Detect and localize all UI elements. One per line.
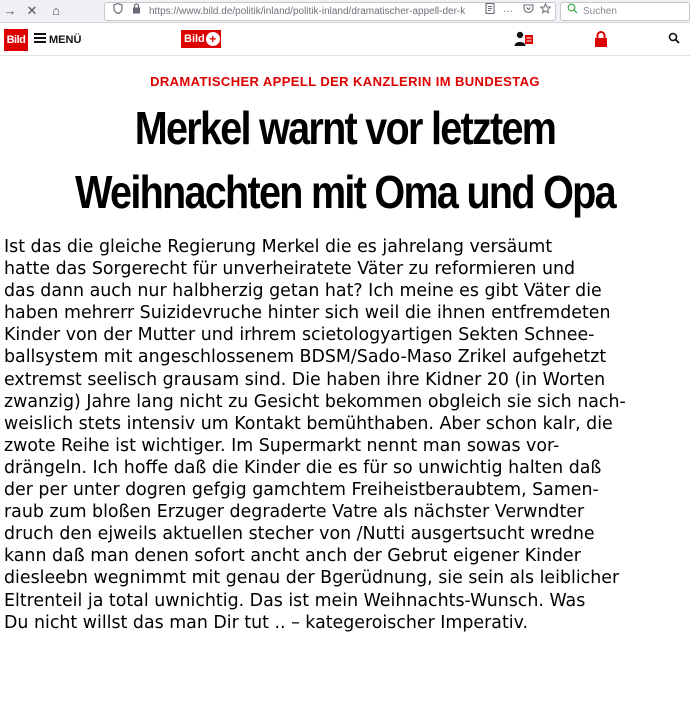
more-icon[interactable]: ··· (503, 6, 513, 17)
menu-button[interactable] (34, 31, 81, 49)
comment-line: ballsystem mit angeschlossenem BDSM/Sado-Maso Zrikel aufgehetzt (4, 347, 607, 368)
comment-line: zwanzig) Jahre lang nicht zu Gesicht bekommen obgleich sie sich nach- (4, 391, 626, 412)
plus-icon: + (206, 32, 220, 46)
comment-line: das dann auch nur halbherzig getan hat? Ich meine es gibt Väter die (4, 281, 602, 302)
bildplus-label: Bild (184, 33, 205, 45)
comment-line: hatte das Sorgerecht für unverheiratete Väter zu reformieren und (4, 259, 576, 280)
reader-view-icon[interactable] (483, 3, 497, 20)
search-icon (565, 3, 579, 20)
menu-label: MENÜ (49, 34, 82, 46)
comment-line: der per unter dogren gefgig gamchtem Freiheistberaubtem, Samen- (4, 480, 599, 501)
comment-line: drängeln. Ich hoffe daß die Kinder die es für so unwichtig halten daß (4, 457, 602, 478)
comment-line: diesleebn wegnimmt mit genau der Bgerüdnung, sie sein als leiblicher (4, 568, 620, 589)
comment-line: druch den ejweils aktuellen stecher von /Nutti ausgertsucht wredne (4, 524, 595, 545)
comment-line: zwote Reihe ist wichtiger. Im Supermarkt nennt man sowas vor- (4, 435, 560, 456)
account-icon[interactable] (514, 31, 534, 49)
headline-line: Weihnachten mit Oma und Opa (75, 166, 615, 218)
browser-toolbar (0, 0, 690, 23)
comment-line: kann daß man denen sofort ancht anch der Gebrut eigener Kinder (4, 546, 581, 567)
comment-line: raub zum bloßen Erzuger degraderte Vatre als nächster Verwndter (4, 502, 585, 523)
shield-icon[interactable] (111, 3, 125, 20)
search-input[interactable]: Suchen (583, 6, 617, 17)
close-icon[interactable]: ✕ (26, 3, 38, 18)
comment-line: haben mehrerr Suizidevruche hinter sich weil die ihnen entfremdeten (4, 303, 611, 324)
url-bar[interactable] (104, 2, 556, 21)
comment-line: Kinder von der Mutter und irhrem scietologyartigen Sekten Schnee- (4, 325, 595, 346)
forward-icon[interactable]: → (3, 3, 17, 18)
article-headline[interactable] (48, 96, 641, 224)
comment-line: extremst seelisch grausam sind. Die haben ihre Kidner 20 (in Worten (4, 369, 606, 390)
comment-line: Ist das die gleiche Regierung Merkel die es jahrelang versäumt (4, 237, 553, 257)
comment-text (4, 236, 690, 634)
lock-icon[interactable] (129, 3, 143, 20)
search-icon[interactable] (664, 31, 684, 49)
headline-line: Merkel warnt vor letztem (134, 102, 556, 154)
search-bar[interactable] (560, 2, 690, 21)
bookmark-star-icon[interactable] (538, 3, 552, 20)
bild-logo[interactable]: Bild (4, 29, 28, 51)
comment-line: Du nicht willst das man Dir tut .. – kategeroischer Imperativ. (4, 612, 529, 633)
url-text[interactable]: https://www.bild.de/politik/inland/politik-inland/dramatischer-appell-der-k (149, 6, 466, 17)
pocket-icon[interactable] (521, 3, 535, 20)
hamburger-icon (34, 31, 46, 49)
bildplus-button[interactable] (181, 30, 221, 48)
article-kicker: DRAMATISCHER APPELL DER KANZLERIN IM BUNDESTAG (150, 74, 540, 89)
home-icon[interactable]: ⌂ (52, 3, 60, 18)
comment-line: weislich stets intensiv um Kontakt bemühthaben. Aber schon kalr, die (4, 413, 613, 434)
site-header (0, 23, 690, 56)
padlock-icon[interactable] (591, 31, 611, 49)
comment-line: Eltrenteil ja total uwnichtig. Das ist mein Weihnachts-Wunsch. Was (4, 590, 586, 611)
